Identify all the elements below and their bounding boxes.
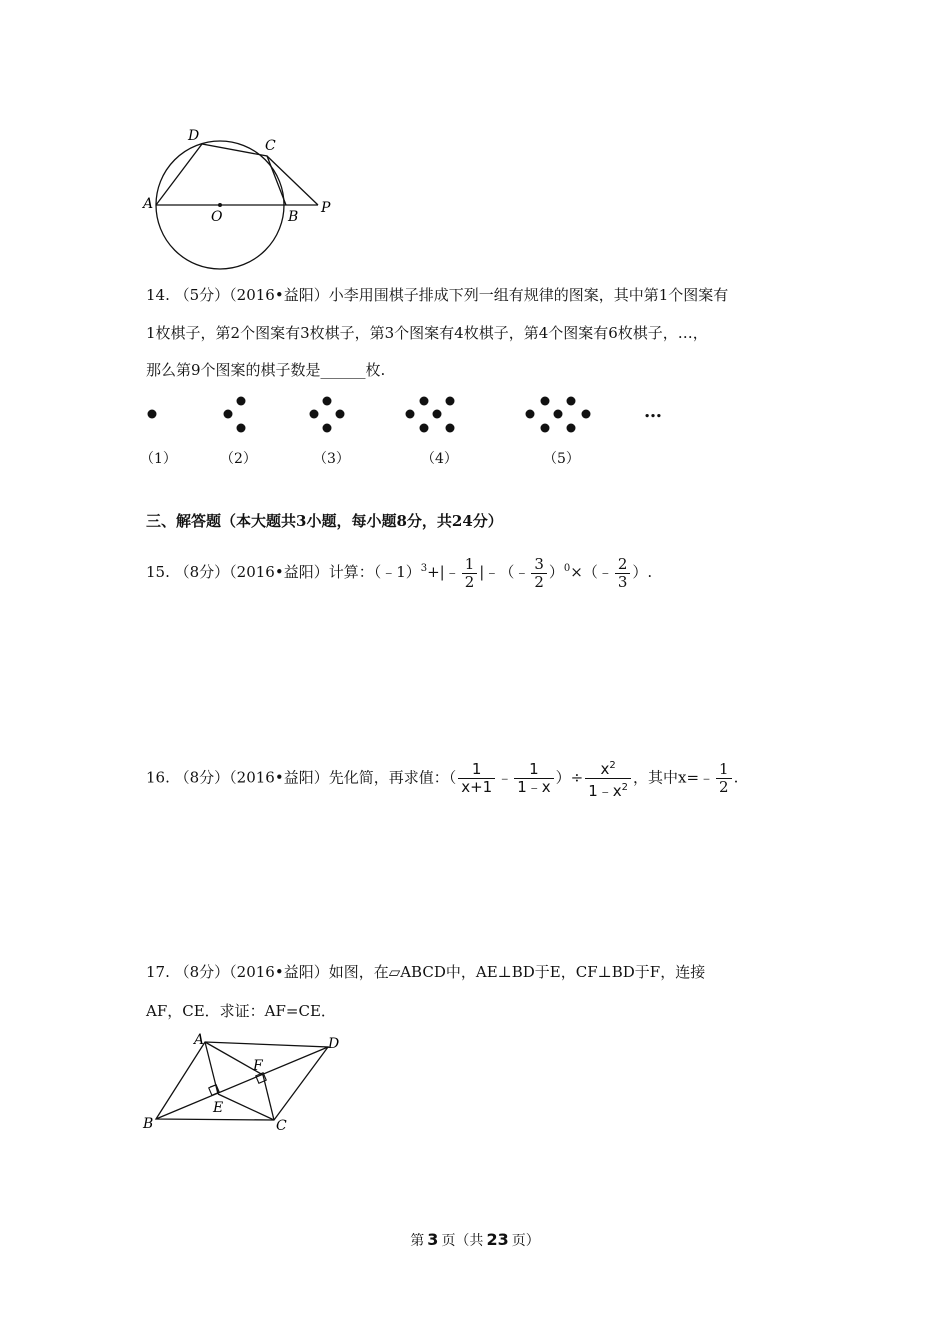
q14-line3-suffix: 枚.	[365, 361, 386, 379]
go-stone-patterns	[140, 392, 680, 442]
label-d: D	[188, 128, 200, 144]
segment-cf	[263, 1075, 274, 1120]
stone	[446, 424, 455, 433]
q16-minus: ﹣	[497, 768, 513, 787]
q15-suffix: ）.	[632, 563, 653, 581]
stone	[323, 424, 332, 433]
label-b: B	[143, 1116, 154, 1132]
footer-mid: 页（共	[441, 1233, 484, 1249]
q14-line1: 14. （5分）（2016•益阳）小李用围棋子排成下列一组有规律的图案，其中第1个图案有	[146, 286, 729, 304]
stone	[554, 410, 563, 419]
q15-expression	[146, 551, 652, 591]
pattern-4	[406, 397, 455, 433]
stone	[567, 424, 576, 433]
q15-f1-num: 1	[462, 556, 478, 574]
stone	[224, 410, 233, 419]
pattern-label-2: （2）	[220, 451, 257, 467]
q15-exp-3: 3	[420, 563, 428, 574]
label-f: F	[253, 1058, 263, 1074]
q16-suffix: .	[733, 768, 739, 787]
stone	[237, 424, 246, 433]
q16-f3-den-wrap	[585, 779, 631, 800]
pattern-label-3: （3）	[313, 451, 350, 467]
pattern-label-4: （4）	[421, 451, 458, 467]
q16-f3-num-wrap	[585, 757, 631, 779]
circle-geometry-figure	[140, 124, 340, 274]
q16-f3-den-exp: 2	[621, 782, 629, 793]
stone	[541, 424, 550, 433]
label-p: P	[321, 200, 331, 216]
pattern-ellipsis: …	[644, 401, 662, 422]
q16-div: ）÷	[555, 768, 584, 787]
stone	[406, 410, 415, 419]
label-d: D	[328, 1036, 340, 1052]
q15-fraction-1	[462, 556, 478, 591]
pattern-label-1: （1）	[140, 451, 177, 467]
q14-answer-blank: ______	[320, 361, 366, 379]
pattern-1	[148, 410, 157, 419]
q15-f3-num: 2	[615, 556, 631, 574]
stone	[420, 424, 429, 433]
label-a: A	[143, 196, 154, 212]
pattern-3	[310, 397, 345, 433]
q15-abs-open: +|﹣	[427, 563, 460, 581]
q16-f1-den: x+1	[461, 778, 493, 796]
q15-exp-0: 0	[563, 563, 571, 574]
center-point	[218, 203, 222, 207]
q16-f1-num: 1	[458, 761, 495, 779]
q16-fraction-4	[716, 761, 732, 796]
q16-f4-den: 2	[719, 778, 729, 796]
q16-f4-num: 1	[716, 761, 732, 779]
q16-f3-num: x	[600, 760, 610, 778]
label-c: C	[265, 138, 276, 154]
q16-f3-num-exp: 2	[609, 760, 616, 771]
diagonal-bd	[156, 1047, 328, 1119]
q15-times: ×（﹣	[570, 563, 613, 581]
stone	[582, 410, 591, 419]
stone	[433, 410, 442, 419]
q15-f2-num: 3	[531, 556, 547, 574]
q17-line1: 17. （8分）（2016•益阳）如图，在▱ABCD中，AE⊥BD于E，CF⊥BD于F，连接	[146, 963, 706, 981]
section-3-heading: 三、解答题（本大题共3小题，每小题8分，共24分）	[146, 512, 503, 530]
footer-page-number: 3	[427, 1230, 439, 1249]
q16-prefix: 16. （8分）（2016•益阳）先化简，再求值：（	[146, 768, 457, 787]
q15-f3-den: 3	[617, 572, 628, 591]
footer-pre: 第	[410, 1233, 425, 1249]
q15-fraction-3	[615, 556, 631, 591]
q14-line3	[146, 360, 385, 380]
tangent-cp	[267, 156, 318, 205]
q17-line2: AF，CE．求证：AF=CE．	[146, 1002, 336, 1020]
label-a: A	[194, 1032, 205, 1048]
label-b: B	[288, 209, 299, 225]
stone	[567, 397, 576, 406]
q14-line3-text: 那么第9个图案的棋子数是	[146, 361, 321, 379]
q16-fraction-3	[585, 757, 631, 800]
label-e: E	[213, 1100, 224, 1116]
stone	[420, 397, 429, 406]
page-footer	[0, 1230, 950, 1251]
footer-post: 页）	[511, 1233, 540, 1249]
stone	[446, 397, 455, 406]
stone	[526, 410, 535, 419]
q15-abs-close: |﹣（﹣	[479, 563, 530, 581]
q14-line2: 1枚棋子，第2个图案有3枚棋子，第3个图案有4枚棋子，第4个图案有6枚棋子，…，	[146, 324, 708, 342]
q16-fraction-2	[514, 761, 553, 796]
label-c: C	[276, 1118, 287, 1134]
q16-f2-num: 1	[514, 761, 553, 779]
stone	[541, 397, 550, 406]
label-o: O	[211, 209, 223, 225]
pattern-5	[526, 397, 591, 433]
footer-total-pages: 23	[486, 1230, 509, 1249]
stone	[323, 397, 332, 406]
stone	[237, 397, 246, 406]
pattern-2	[224, 397, 246, 433]
q16-expression	[146, 757, 738, 800]
q15-fraction-2	[531, 556, 547, 591]
stone	[336, 410, 345, 419]
q16-f2-den: 1﹣x	[517, 778, 551, 796]
q16-mid: ，其中x=﹣	[633, 768, 715, 787]
pattern-label-5: （5）	[543, 451, 580, 467]
q16-f3-den: 1﹣x	[588, 782, 622, 800]
parallelogram-figure	[140, 1030, 350, 1135]
stone	[148, 410, 157, 419]
q15-f2-den: 2	[534, 572, 544, 591]
segment-ce	[218, 1094, 274, 1120]
q15-prefix: 15. （8分）（2016•益阳）计算：（﹣1）	[146, 563, 421, 581]
stone	[310, 410, 319, 419]
q16-fraction-1	[458, 761, 495, 796]
q15-paren: ）	[548, 563, 564, 581]
q15-f1-den: 2	[464, 572, 475, 591]
